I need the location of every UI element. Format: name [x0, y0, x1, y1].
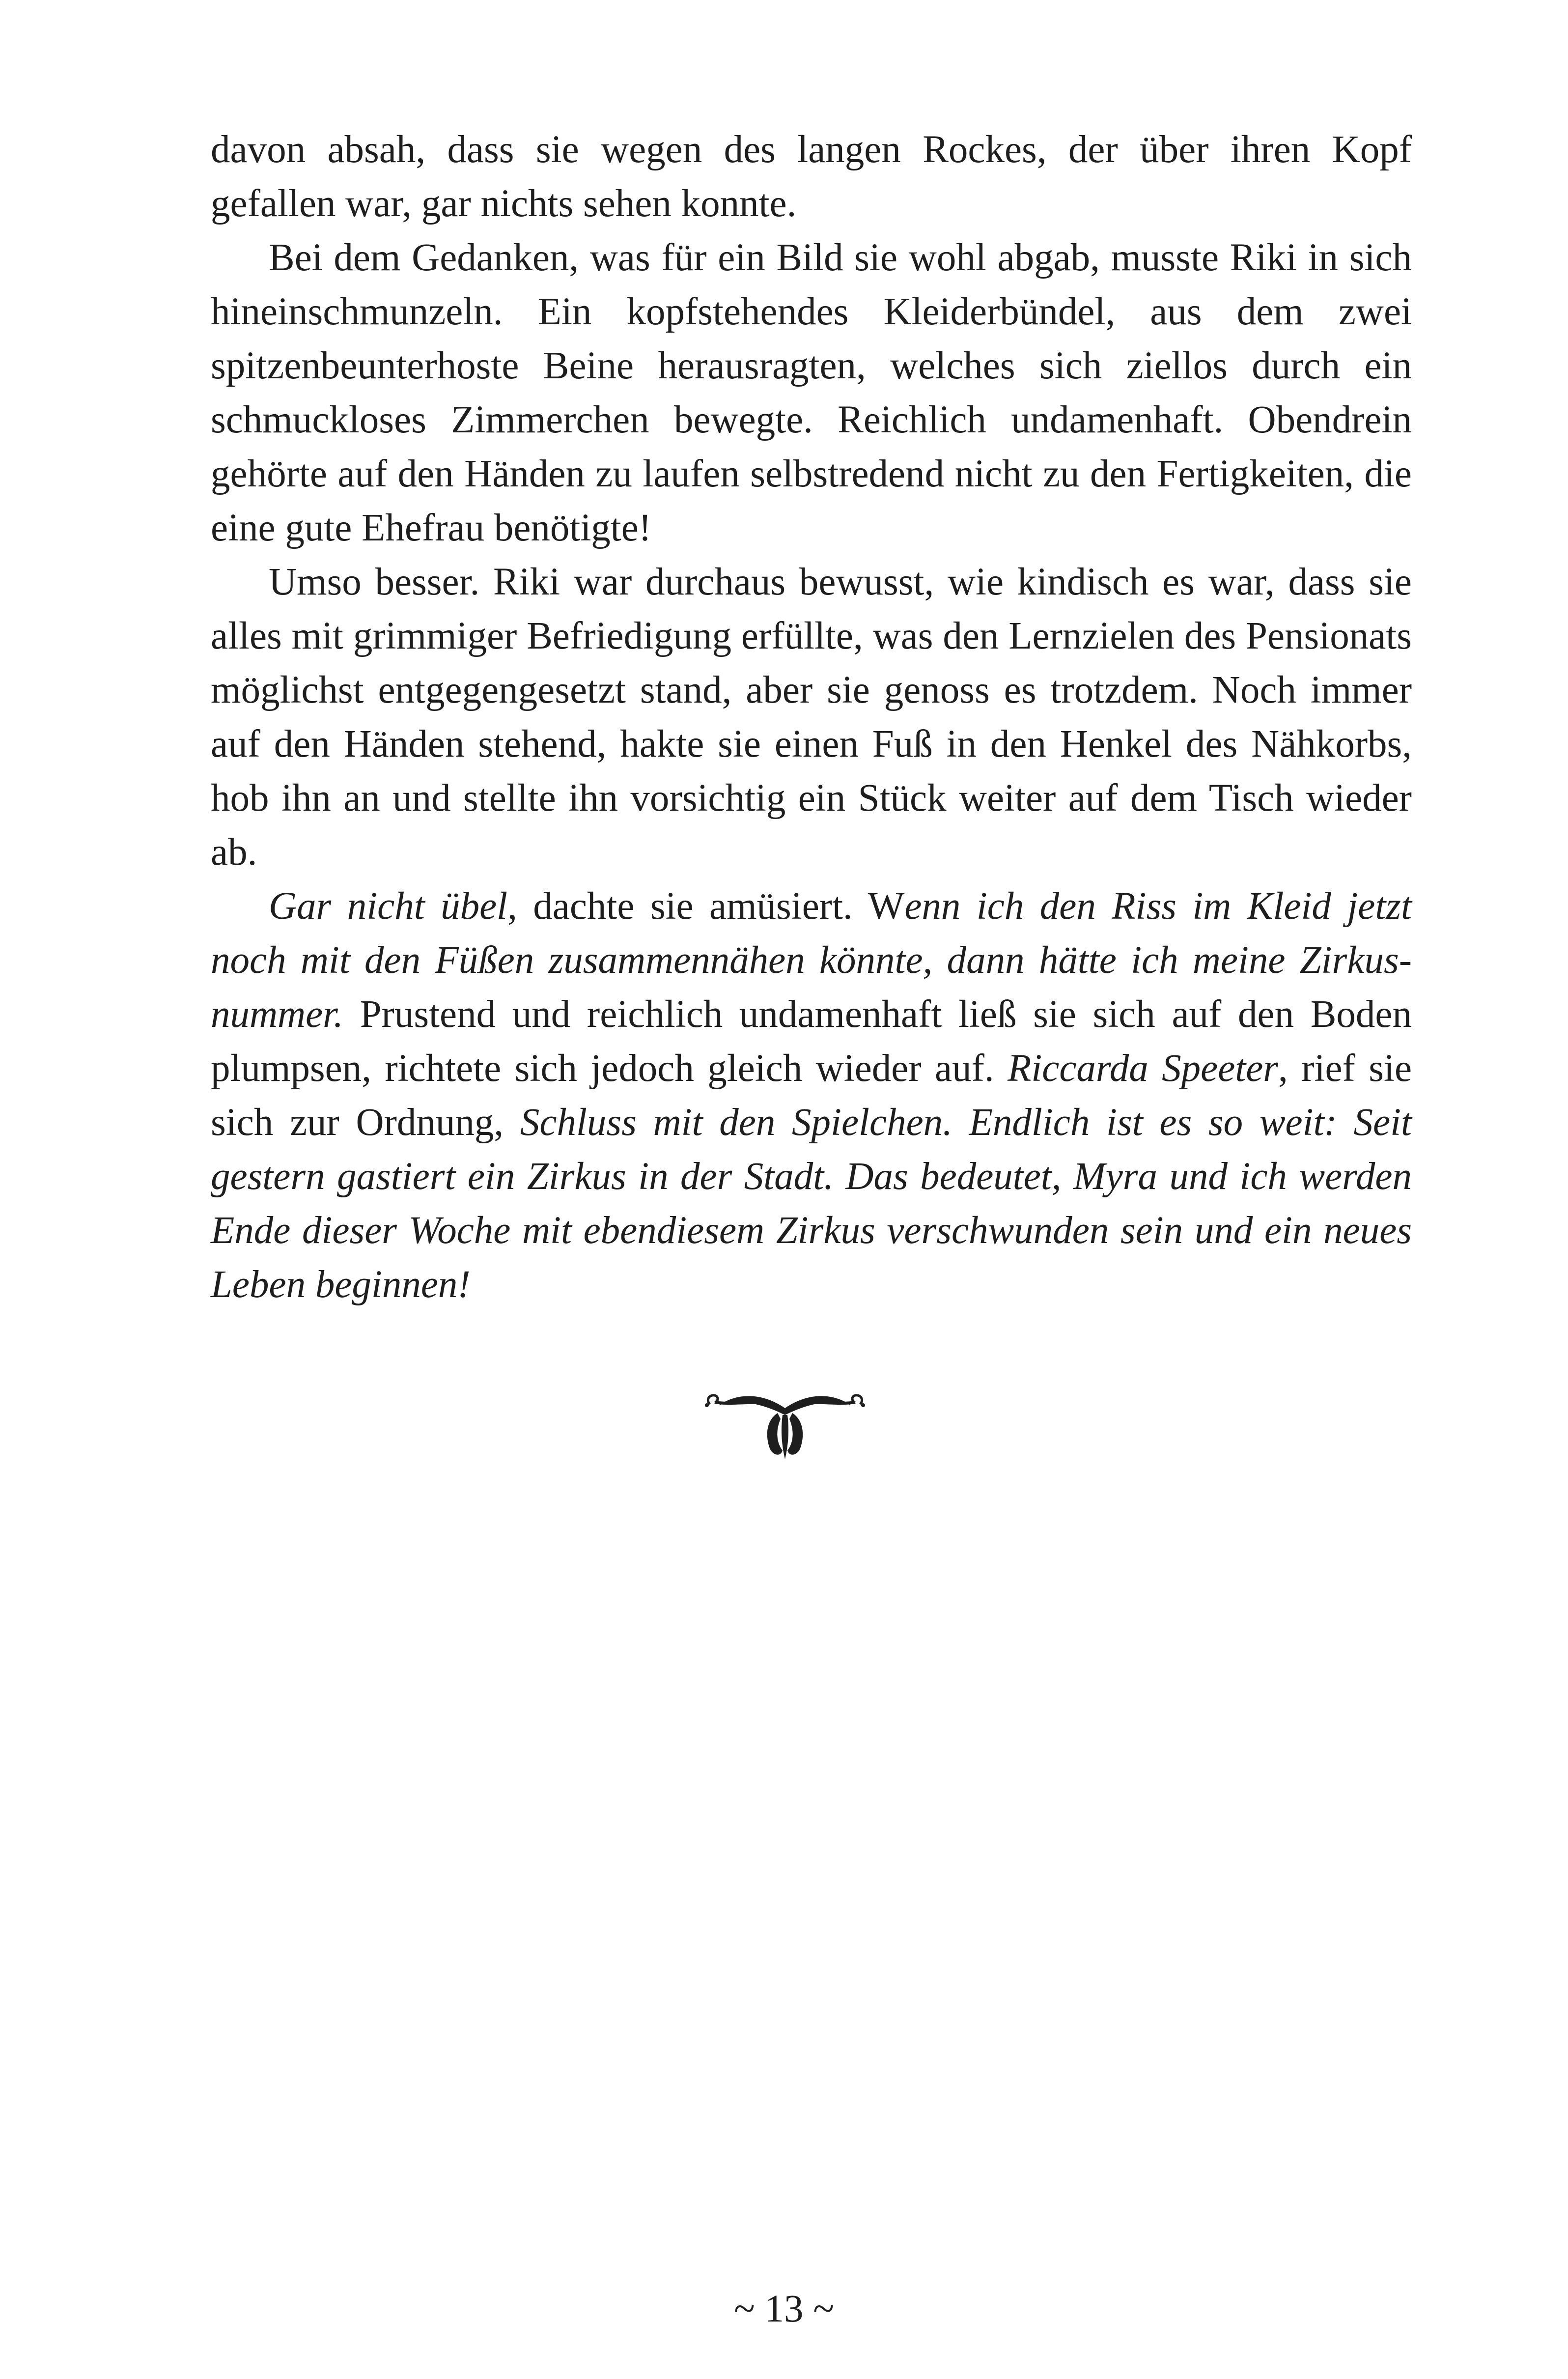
italic-text-run: Riccarda Speeter: [1008, 1047, 1279, 1090]
italic-text-run: Gar nicht übel: [269, 885, 508, 928]
text-run: Umso besser. Riki war durchaus bewusst, wie kindisch es war, dass sie alles mit grimmiger Befriedigung erfüllte, was den Lernzielen des Pensionats möglichst entgegengesetzt stand, aber sie genoss es trotzdem. Noch immer auf den Händen stehend, hakte sie einen Fuß in den Henkel des Nähkorbs, hob ihn an und stellte ihn vorsichtig ein Stück weiter auf dem Tisch wieder ab.: [211, 561, 1412, 874]
text-run: , dachte sie amüsiert. W: [507, 885, 905, 928]
paragraph: [211, 879, 1412, 1312]
paragraph: [211, 555, 1412, 879]
italic-text-run: enn ich den Riss im Kleid jetzt noch mit den Füßen zusammennähen könnte, dann hätte ich meine Zirkusnummer.: [211, 885, 1412, 1036]
text-run: davon absah, dass sie wegen des langen Rockes, der über ihren Kopf gefallen war, gar nichts sehen konnte.: [211, 128, 1412, 225]
text-run: Bei dem Gedanken, was für ein Bild sie wohl abgab, musste Riki in sich hineinschmunzeln. Ein kopfstehendes Kleiderbündel, aus dem zwei spitzenbeunterhoste Beine herausragten, welches sich ziellos durch ein schmuckloses Zimmerchen bewegte. Reichlich undamenhaft. Obendrein gehörte auf den Händen zu laufen selbstredend nicht zu den Fertigkeiten, die eine gute Ehefrau benötigte!: [211, 236, 1412, 549]
text-run: , rief sie sich zur Ordnung,: [211, 1047, 1412, 1144]
paragraph: [211, 231, 1412, 555]
text-run: Prustend und reichlich undamenhaft ließ sie sich auf den Boden plumpsen, richtete sich jedoch gleich wieder auf.: [211, 993, 1412, 1090]
page-number: ~ 13 ~: [734, 2288, 834, 2330]
flourish-divider-icon: [704, 1386, 866, 1464]
italic-text-run: Schluss mit den Spielchen. Endlich ist es so weit: Seit gestern gastiert ein Zirkus in der Stadt. Das bedeutet, Myra und ich werden Ende dieser Woche mit ebendiesem Zirkus verschwunden sein und ein neues Leben beginnen!: [211, 1101, 1412, 1306]
body-text: [211, 123, 1412, 1312]
paragraph: [211, 123, 1412, 231]
